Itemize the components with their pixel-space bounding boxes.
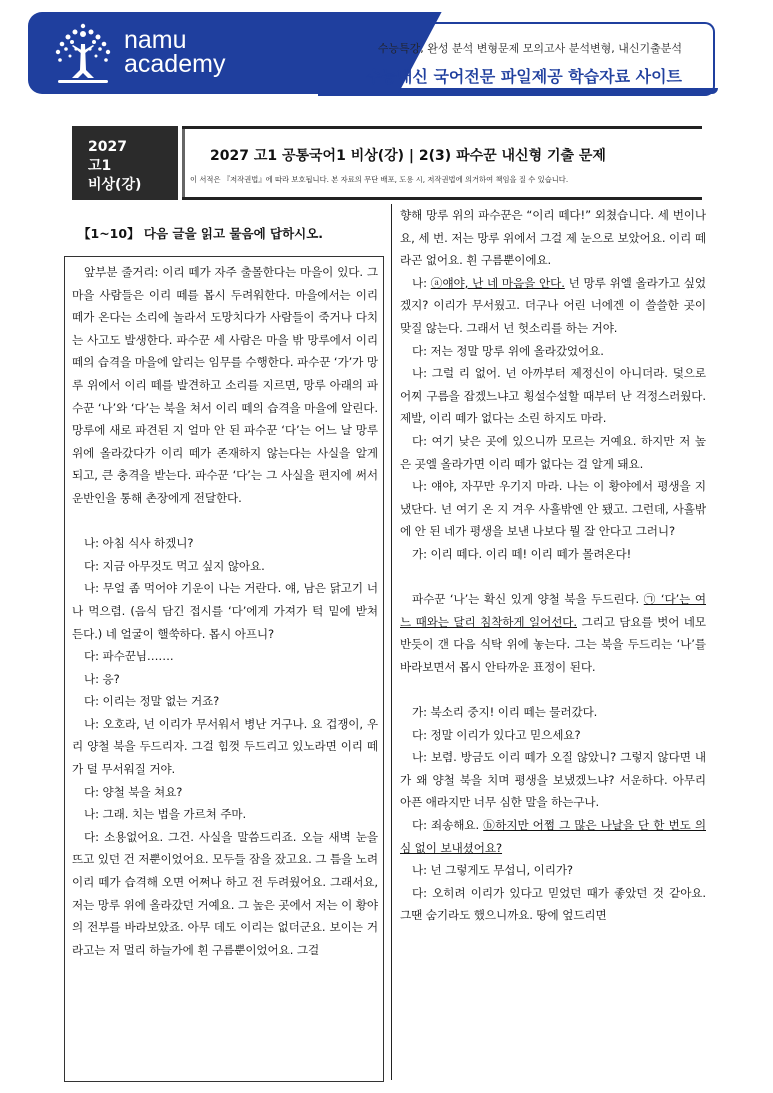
dialogue-line <box>400 272 706 340</box>
right-column <box>400 204 706 927</box>
title-side-badge <box>72 126 178 200</box>
title-box <box>182 126 702 200</box>
dialogue-line: 나: 보렴. 방금도 이리 떼가 오질 않았니? 그렇지 않다면 내가 왜 양철 북을 치며 평생을 보냈겠느냐? 서운하다. 아무리 아픈 애라지만 너무 심한 말을 하는구나. <box>400 750 706 810</box>
dialogue-line: 다: 양철 북을 쳐요? <box>84 784 183 799</box>
column-divider <box>391 204 392 1080</box>
tagline-small: 수능특강, 완성 분석 변형문제 모의고사 분석변형, 내신기출분석 <box>377 42 682 55</box>
logo-line-1: namu <box>124 26 187 54</box>
side-publisher: 비상(강) <box>88 177 142 193</box>
header-banner <box>28 12 718 94</box>
dialogue-line: 다: 지금 아무것도 먹고 싶지 않아요. <box>84 558 265 573</box>
dialogue-line: 나: 그래. 치는 법을 가르쳐 주마. <box>84 807 247 822</box>
dialogue-line: 나: 얘야, 자꾸만 우기지 마라. 나는 이 황야에서 평생을 지냈단다. 넌 여기 온 지 겨우 사흘밖엔 안 됐고. 그런데, 사흘밖에 안 된 네가 평생을 보낸 나보다 뭘 잘 안다고 그러니? <box>400 479 706 539</box>
dialogue-line: 다: 파수꾼님……. <box>84 649 174 664</box>
dialogue-line: 다: 정말 이리가 있다고 믿으세요? <box>412 727 581 742</box>
copyright-notice: 이 서적은 『저작권법』에 따라 보호됩니다. 본 자료의 무단 배포, 도용 시, 저작권법에 의거하여 책임을 질 수 있습니다. <box>190 175 569 184</box>
plot-summary: 앞부분 줄거리: 이리 떼가 자주 출몰한다는 마을이 있다. 그 마을 사람들은 이리 떼를 몹시 두려워한다. 마을에서는 이리 떼가 온다는 소리에 놀라서 도망치다가 사람들이 죽거나 다치는 사고도 발생한다. 파수꾼 세 사람은 마을 밖 망루에서 이리 떼의 습격을 마을에 알리는 임무를 수행한다. 파수꾼 ‘가’가 망루 위에서 이리 떼를 발견하고 소리를 지르면, 망루 아래의 파수꾼 ‘나’와 ‘다’는 북을 쳐서 이리 떼의 습격을 마을에 알린다. 망루에 새로 파견된 지 얼마 안 된 파수꾼 ‘다’는 어느 날 망루 위에 올라갔다가 이리 떼가 존재하지 않는다는 사실을 알게 되고, 큰 충격을 받는다. 파수꾼 ‘다’는 그 사실을 편지에 써서 운반인을 통해 촌장에게 전달한다. <box>72 265 378 505</box>
underlined-passage-b: ⓑ하지만 어쩜 그 많은 나날을 단 한 번도 의심 없이 보내셨어요? <box>400 818 706 855</box>
dialogue-line: 나: 오호라, 넌 이리가 무서워서 병난 거구나. 요 겁쟁이, 우리 양철 북을 두드리자. 그걸 힘껏 두드리고 있노라면 이리 떼가 덜 무서워질 거야. <box>72 716 378 777</box>
dialogue-line: 다: 여기 낮은 곳에 있으니까 모르는 거예요. 하지만 저 높은 곳엘 올라가면 이리 떼가 없다는 걸 알게 돼요. <box>400 433 706 471</box>
dialogue-line <box>400 814 706 859</box>
dialogue-line: 가: 북소리 중지! 이리 떼는 물러갔다. <box>412 705 598 720</box>
dialogue-text: 넌 망루 위엘 올라가고 싶었겠지? 이리가 무서웠고. 더구나 어린 너에겐 이 쓸쓸한 곳이 맞질 않는다. 그래서 넌 헛소리를 하는 거야. <box>400 275 707 335</box>
dialogue-line: 가: 이리 떼다. 이리 떼! 이리 떼가 몰려온다! <box>412 546 632 561</box>
side-grade: 고1 <box>88 158 112 174</box>
underlined-passage-1: ㉠ ‘다’는 여느 때와는 달리 침착하게 일어선다. <box>400 592 706 629</box>
speaker-prefix: 다: 죄송해요. <box>412 818 484 833</box>
underlined-passage-a: ⓐ얘야, 난 네 마음을 안다. <box>430 275 565 290</box>
speaker-prefix: 나: <box>412 275 431 290</box>
logo-wordmark <box>124 28 225 76</box>
stage-direction <box>400 588 706 678</box>
tagline-large: 수능내신 국어전문 파일제공 학습자료 사이트 <box>366 67 682 86</box>
dialogue-line: 다: 오히려 이리가 있다고 믿었던 때가 좋았던 것 같아요. 그땐 숨기라도 했으니까요. 땅에 엎드리면 <box>400 885 706 923</box>
dialogue-line: 다: 소용없어요. 그건. 사실을 말씀드리죠. 오늘 새벽 눈을 뜨고 있던 건 저뿐이었어요. 모두들 잠을 잤고요. 그 틈을 노려 이리 떼가 습격해 오면 어쩌나 하고 전 두려웠어요. 그래서요, 저는 망루 위에 올라갔던 거예요. 그 높은 곳에서 저는 이 황야의 전부를 바라보았죠. 아무 데도 이리는 없더군요. 보이는 거라고는 저 멀리 하늘가에 흰 구름뿐이었어요. 그걸 <box>72 829 378 957</box>
dialogue-line: 나: 넌 그렇게도 무섭니, 이리가? <box>412 863 573 878</box>
dialogue-line: 다: 이리는 정말 없는 거죠? <box>84 694 220 709</box>
page-title: 2027 고1 공통국어1 비상(강) | 2(3) 파수꾼 내신형 기출 문제 <box>210 148 606 164</box>
dialogue-line: 다: 저는 정말 망루 위에 올라갔었어요. <box>412 343 604 358</box>
stage-text: 그리고 담요를 벗어 네모반듯이 갠 다음 식탁 위에 놓는다. 그는 북을 두드리는 ‘나’를 바라보면서 몹시 안타까운 표정이 된다. <box>400 614 707 674</box>
dialogue-line: 나: 응? <box>84 671 120 686</box>
tree-logo-icon <box>48 20 118 86</box>
dialogue-line: 나: 무얼 좀 먹어야 기운이 나는 거란다. 얘, 남은 닭고기 너나 먹으렴. (음식 담긴 접시를 ‘다’에게 가져가 턱 밑에 받쳐 든다.) 네 얼굴이 핼쑥하다. 몹시 아프니? <box>72 581 378 641</box>
dialogue-line: 나: 그럴 리 없어. 넌 아까부터 제정신이 아니더라. 덫으로 어찌 구름을 잡겠느냐고 횡설수설할 때부터 난 걱정스러웠다. 제발, 이리 떼가 없다는 소린 하지도 마라. <box>400 366 706 426</box>
question-instruction: 【1~10】 다음 글을 읽고 물음에 답하시오. <box>78 226 324 241</box>
logo-line-2: academy <box>124 50 226 78</box>
side-year: 2027 <box>88 139 127 155</box>
stage-text: 파수꾼 ‘나’는 확신 있게 양철 북을 두드린다. <box>412 592 644 607</box>
dialogue-continuation: 향해 망루 위의 파수꾼은 “이리 떼다!” 외쳤습니다. 세 번이나요, 세 번. 저는 망루 위에서 그걸 제 눈으로 보았어요. 이리 떼라곤 없어요. 흰 구름뿐이에요. <box>400 208 706 268</box>
left-column <box>72 261 378 961</box>
dialogue-line: 나: 아침 식사 하겠니? <box>84 536 194 551</box>
